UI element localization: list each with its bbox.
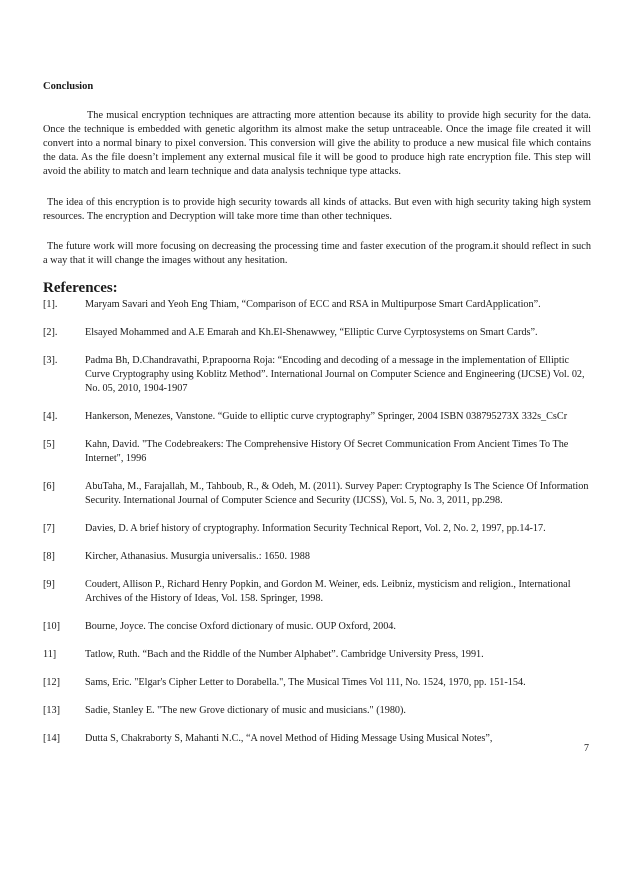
reference-number: [2]. xyxy=(43,327,58,338)
reference-number: [9] xyxy=(43,579,55,590)
reference-text: Bourne, Joyce. The concise Oxford dictionary of music. OUP Oxford, 2004. xyxy=(85,621,396,632)
reference-number: [14] xyxy=(43,733,60,744)
reference-text: Elsayed Mohammed and A.E Emarah and Kh.El-Shenawwey, “Elliptic Curve Cyrptosystems on Smart Cards”. xyxy=(85,327,538,338)
reference-text: Tatlow, Ruth. “Bach and the Riddle of the Number Alphabet”. Cambridge University Press, 1991. xyxy=(85,649,484,660)
reference-number: [12] xyxy=(43,677,60,688)
reference-item xyxy=(43,354,591,396)
reference-text: Dutta S, Chakraborty S, Mahanti N.C., “A novel Method of Hiding Message Using Musical Notes”, xyxy=(85,733,493,744)
reference-item xyxy=(43,620,591,634)
reference-text: Davies, D. A brief history of cryptography. Information Security Technical Report, Vol. 2, No. 2, 1997, pp.14-17. xyxy=(85,523,546,534)
reference-number: [4]. xyxy=(43,411,58,422)
reference-item xyxy=(43,480,591,508)
reference-item xyxy=(43,704,591,718)
reference-item xyxy=(43,648,591,662)
reference-number: [10] xyxy=(43,621,60,632)
reference-item xyxy=(43,326,591,340)
conclusion-paragraph: The musical encryption techniques are attracting more attention because its ability to provide high security for the data. Once the technique is embedded with genetic algorithm its almost make the setup untraceable. Once the image file created it will convert into a normal binary to pixel conversion. This conversion will give the ability to produce a new musical file which contains the data. As the file doesn’t implement any external musical file it will be good to produce high rate encryption file. This step will avoid the ability to match and learn technique and data analysis technique type attacks. xyxy=(43,110,591,177)
reference-item xyxy=(43,298,591,312)
reference-number: [5] xyxy=(43,439,55,450)
reference-text: Padma Bh, D.Chandravathi, P.prapoorna Roja: “Encoding and decoding of a message in the implementation of Elliptic Curve Cryptography using Koblitz Method”. International Journal on Computer Science and Engineering (IJCSE) Vol. 02, No. 05, 2010, 1904-1907 xyxy=(85,355,585,394)
reference-item xyxy=(43,410,591,424)
reference-number: [3]. xyxy=(43,355,58,366)
reference-number: 11] xyxy=(43,649,57,660)
reference-item xyxy=(43,676,591,690)
conclusion-heading: Conclusion xyxy=(43,81,94,92)
references-heading: References: xyxy=(43,280,118,296)
reference-text: Sadie, Stanley E. "The new Grove dictionary of music and musicians." (1980). xyxy=(85,705,406,716)
reference-text: Kircher, Athanasius. Musurgia universalis.: 1650. 1988 xyxy=(85,551,310,562)
references-list xyxy=(43,298,591,760)
reference-item xyxy=(43,438,591,466)
reference-item xyxy=(43,732,591,746)
reference-item xyxy=(43,522,591,536)
reference-number: [7] xyxy=(43,523,55,534)
reference-item xyxy=(43,578,591,606)
reference-text: AbuTaha, M., Farajallah, M., Tahboub, R., & Odeh, M. (2011). Survey Paper: Cryptography Is The Science Of Information Security. International Journal of Computer Science and Security (IJCSS), Vol. 5, No. 3, 2011, pp.298. xyxy=(85,481,589,506)
reference-number: [6] xyxy=(43,481,55,492)
page-number: 7 xyxy=(584,743,589,754)
reference-text: Hankerson, Menezes, Vanstone. “Guide to elliptic curve cryptography” Springer, 2004 ISBN 038795273X 332s_CsCr xyxy=(85,411,568,422)
reference-number: [1]. xyxy=(43,299,58,310)
reference-text: Maryam Savari and Yeoh Eng Thiam, “Comparison of ECC and RSA in Multipurpose Smart CardApplication”. xyxy=(85,299,541,310)
reference-number: [8] xyxy=(43,551,55,562)
reference-text: Sams, Eric. "Elgar's Cipher Letter to Dorabella.", The Musical Times Vol 111, No. 1524, 1970, pp. 151-154. xyxy=(85,677,526,688)
reference-number: [13] xyxy=(43,705,60,716)
reference-item xyxy=(43,550,591,564)
conclusion-paragraph: The future work will more focusing on decreasing the processing time and faster execution of the program.it should reflect in such a way that it will change the images without any hesitation. xyxy=(43,241,591,266)
conclusion-paragraph: The idea of this encryption is to provide high security towards all kinds of attacks. But even with high security taking high system resources. The encryption and Decryption will take more time than other techniques. xyxy=(43,197,591,222)
reference-text: Coudert, Allison P., Richard Henry Popkin, and Gordon M. Weiner, eds. Leibniz, mysticism and religion., International Archives of the History of Ideas, Vol. 158. Springer, 1998. xyxy=(85,579,571,604)
reference-text: Kahn, David. "The Codebreakers: The Comprehensive History Of Secret Communication From Ancient Times To The Internet", 1996 xyxy=(85,439,569,464)
